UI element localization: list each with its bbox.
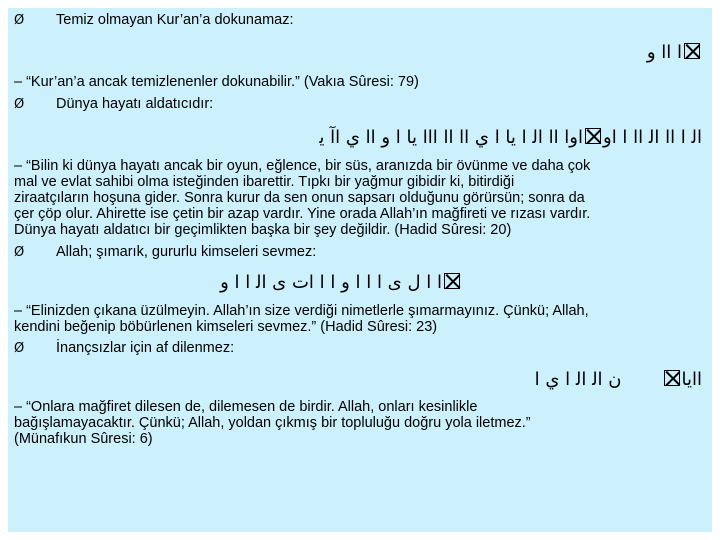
arrow-bullet-icon: Ø [14, 97, 25, 112]
quote-text: – “Onlara mağfiret dilesen de, dilemesen de birdir. Allah, onları kesinlikle bağışlamayacaktır. Çünkü; Allah, yoldan çıkmış bir topluluğu doğru yola iletmez.” (Münafıkun Sûresi: 6) [14, 399, 531, 447]
arrow-bullet-icon: Ø [14, 13, 25, 28]
slide [8, 8, 712, 532]
bullet-heading: Allah; şımarık, gururlu kimseleri sevmez: [56, 244, 317, 260]
quote-text: – “Bilin ki dünya hayatı ancak bir oyun, eğlence, bir süs, aranızda bir övünme ve daha çok mal ve evlat sahibi olma isteğinden ibarettir. Tıpkı bir yağmur gibidir ki, bitirdiği ziraatçıların hoşuna gider. Sonra kurur da sen onun sapsarı olduğunu görürsün; sonra da çer çöp olur. Ahirette ise çetin bir azap vardır. Yine orada Allah’ın mağfireti ve rızası vardır. Dünya hayatı aldatıcı bir geçimlikten başka bir şey değildir. (Hadid Sûresi: 20) [14, 158, 591, 238]
ornament-box-icon [444, 273, 460, 289]
ornament-box-icon [684, 43, 700, 59]
bullet-heading: Temiz olmayan Kur’an’a dokunamaz: [56, 12, 294, 28]
bullet-item-4 [14, 340, 234, 356]
arabic-verse: ا ا ل ى ا ا ا و ا ا ات ى اﻟ ا ا و [220, 272, 462, 293]
arabic-verse: اايان اﻟ اﻟ ا ي ا [534, 369, 702, 390]
bullet-item-2 [14, 96, 213, 112]
arabic-verse: ا اا و [647, 42, 702, 63]
arabic-verse: اﻟ ا اا اﻟ اا ا اواوا اا اﻟ ا يا ا ي اا اا ااا يا ا و اا ي اآ ﻳ [319, 127, 702, 148]
quote-text: – “Kur’an’a ancak temizlenenler dokunabilir.” (Vakıa Sûresi: 79) [14, 74, 419, 90]
bullet-heading: İnançsızlar için af dilenmez: [56, 340, 235, 356]
arrow-bullet-icon: Ø [14, 341, 25, 356]
quote-text: – “Elinizden çıkana üzülmeyin. Allah’ın size verdiği nimetlerle şımarmayınız. Çünkü; Allah, kendini beğenip böbürlenen kimseleri sevmez.” (Hadid Sûresi: 23) [14, 303, 589, 335]
ornament-box-icon [664, 370, 680, 386]
bullet-heading: Dünya hayatı aldatıcıdır: [56, 96, 214, 112]
ornament-box-icon [585, 128, 601, 144]
bullet-item-1 [14, 12, 294, 28]
bullet-item-3 [14, 244, 316, 260]
arrow-bullet-icon: Ø [14, 245, 25, 260]
